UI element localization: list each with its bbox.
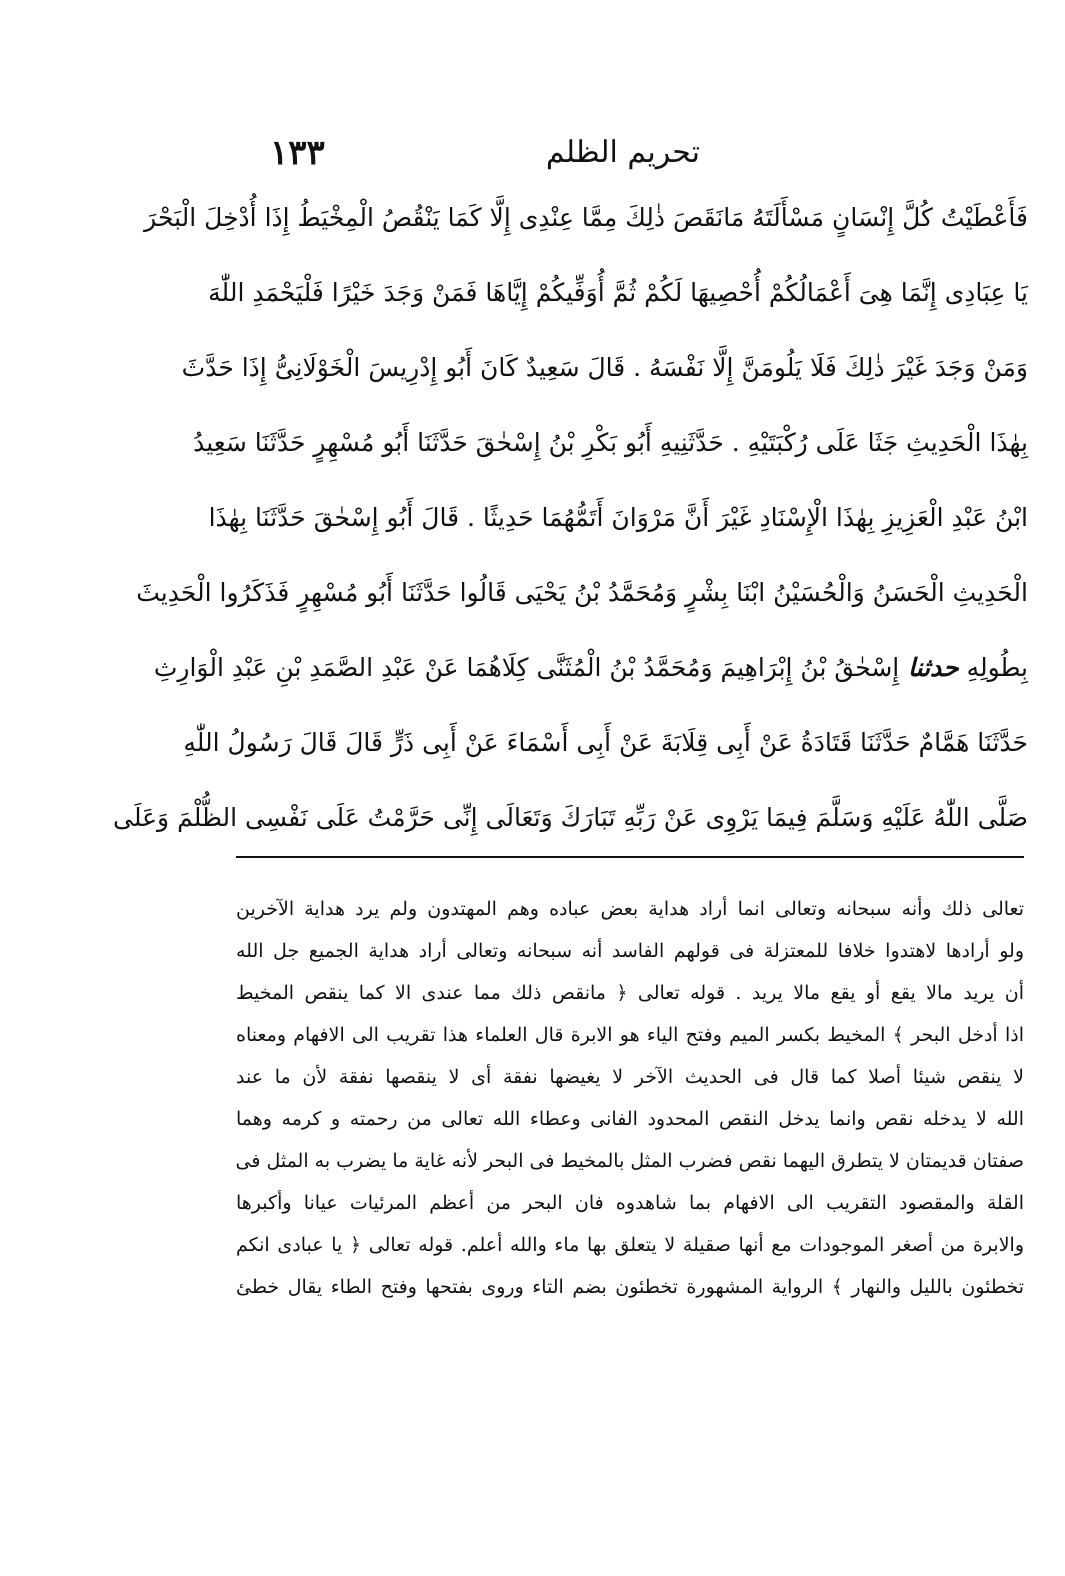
commentary-line: لا ينقص شيئا أصلا كما قال فى الحديث الآخر لا يغيضها نفقة أى لا ينقصها نفقة لأن ما عند [236,1066,1024,1088]
commentary-line: تعالى ذلك وأنه سبحانه وتعالى انما أراد هداية بعض عباده وهم المهتدون ولم يرد هداية الآخرين [236,898,1024,920]
main-text-line [208,255,1028,330]
main-text-segment: ابْنُ عَبْدِ الْعَزِيزِ بِهٰذَا الْإِسْنَادِ غَيْرَ أَنَّ مَرْوَانَ أَتَمُّهُمَا حَدِيثًا . قَالَ أَبُو إِسْحٰقَ حَدَّثَنَا بِهٰذَا [208,503,1028,532]
footnote-divider [236,856,1024,858]
main-text-line [136,555,1028,630]
commentary [236,888,1024,1308]
commentary-line: والابرة من أصغر الموجودات مع أنها صقيلة لا يتعلق بها ماء والله أعلم. قوله تعالى ﴿ يا عبادى انكم [236,1234,1024,1256]
isnad-keyword: حدثنا [899,653,959,682]
main-text-segment: حَدَّثَنَا هَمَّامٌ حَدَّثَنَا قَتَادَةُ عَنْ أَبِى قِلَابَةَ عَنْ أَبِى أَسْمَاءَ عَنْ أَبِى ذَرٍّ قَالَ قَالَ رَسُولُ اللّٰهِ [183,728,1028,757]
commentary-line: الله لا يدخله نقص وانما يدخل النقص المحدود الفانى وعطاء الله تعالى من رحمته و كرمه وهما [236,1108,1024,1130]
running-title: تحريم الظلم [545,135,700,170]
commentary-line: صفتان قديمتان لا يتطرق اليهما نقص فضرب المثل بالمخيط فى البحر لأنه غاية ما يضرب به المثل فى [235,1150,1024,1172]
commentary-line: تخطئون بالليل والنهار ﴾ الرواية المشهورة تخطئون بضم التاء وروى بفتحها وفتح الطاء يقال خطئ [236,1276,1024,1298]
commentary-line: ولو أرادها لاهتدوا خلافا للمعتزلة فى قولهم الفاسد أنه سبحانه وتعالى أراد هداية الجميع جل الله [236,940,1024,962]
main-text-line [208,480,1028,555]
main-text-segment: الْحَدِيثِ الْحَسَنُ وَالْحُسَيْنُ ابْنَا بِشْرٍ وَمُحَمَّدُ بْنُ يَحْيَى قَالُوا حَدَّثَنَا أَبُو مُسْهِرٍ فَذَكَرُوا الْحَدِيثَ [136,578,1028,607]
main-text-segment: وَمَنْ وَجَدَ غَيْرَ ذٰلِكَ فَلَا يَلُومَنَّ إِلَّا نَفْسَهُ . قَالَ سَعِيدٌ كَانَ أَبُو إِدْرِيسَ الْخَوْلَانِىُّ إِذَا حَدَّثَ [181,353,1028,382]
main-text-segment: صَلَّى اللّٰهُ عَلَيْهِ وَسَلَّمَ فِيمَا يَرْوِى عَنْ رَبِّهِ تَبَارَكَ وَتَعَالَى إِنِّى حَرَّمْتُ عَلَى نَفْسِى الظُّلْمَ وَعَلَى [113,803,1028,832]
commentary-line: أن يريد مالا يقع أو يقع مالا يريد . قوله تعالى ﴿ مانقص ذلك مما عندى الا كما ينقص المخيط [236,982,1024,1004]
page-number: ١٣٣ [270,133,325,173]
main-text [113,180,1028,855]
main-text-segment: بِطُولِهِ [958,653,1028,682]
main-text-segment: يَا عِبَادِى إِنَّمَا هِىَ أَعْمَالُكُمْ أُحْصِيهَا لَكُمْ ثُمَّ أُوَفِّيكُمْ إِيَّاهَا فَمَنْ وَجَدَ خَيْرًا فَلْيَحْمَدِ اللّٰهَ [208,278,1028,307]
main-text-line [183,705,1028,780]
main-text-segment: فَأَعْطَيْتُ كُلَّ إِنْسَانٍ مَسْأَلَتَهُ مَانَقَصَ ذٰلِكَ مِمَّا عِنْدِى إِلَّا كَمَا يَنْقُصُ الْمِخْيَطُ إِذَا أُدْخِلَ الْبَحْرَ [144,203,1028,232]
main-text-segment: إِسْحٰقُ بْنُ إِبْرَاهِيمَ وَمُحَمَّدُ بْنُ الْمُثَنَّى كِلَاهُمَا عَنْ عَبْدِ الصَّمَدِ بْنِ عَبْدِ الْوَارِثِ [153,653,900,682]
main-text-line [153,630,1028,705]
page-header [270,128,700,178]
main-text-segment: بِهٰذَا الْحَدِيثِ جَثَا عَلَى رُكْبَتَيْهِ . حَدَّثَنِيهِ أَبُو بَكْرِ بْنُ إِسْحٰقَ حَدَّثَنَا أَبُو مُسْهِرٍ حَدَّثَنَا سَعِيدُ [193,428,1028,457]
main-text-line [113,780,1028,855]
main-text-line [181,330,1028,405]
commentary-line: القلة والمقصود التقريب الى الافهام بما شاهدوه فان البحر من أعظم المرئيات عيانا وأكبرها [236,1192,1024,1214]
main-text-line [193,405,1028,480]
commentary-line: اذا أدخل البحر ﴾ المخيط بكسر الميم وفتح الياء هو الابرة قال العلماء هذا تقريب الى الافهام ومعناه [236,1024,1024,1046]
main-text-line [144,180,1028,255]
